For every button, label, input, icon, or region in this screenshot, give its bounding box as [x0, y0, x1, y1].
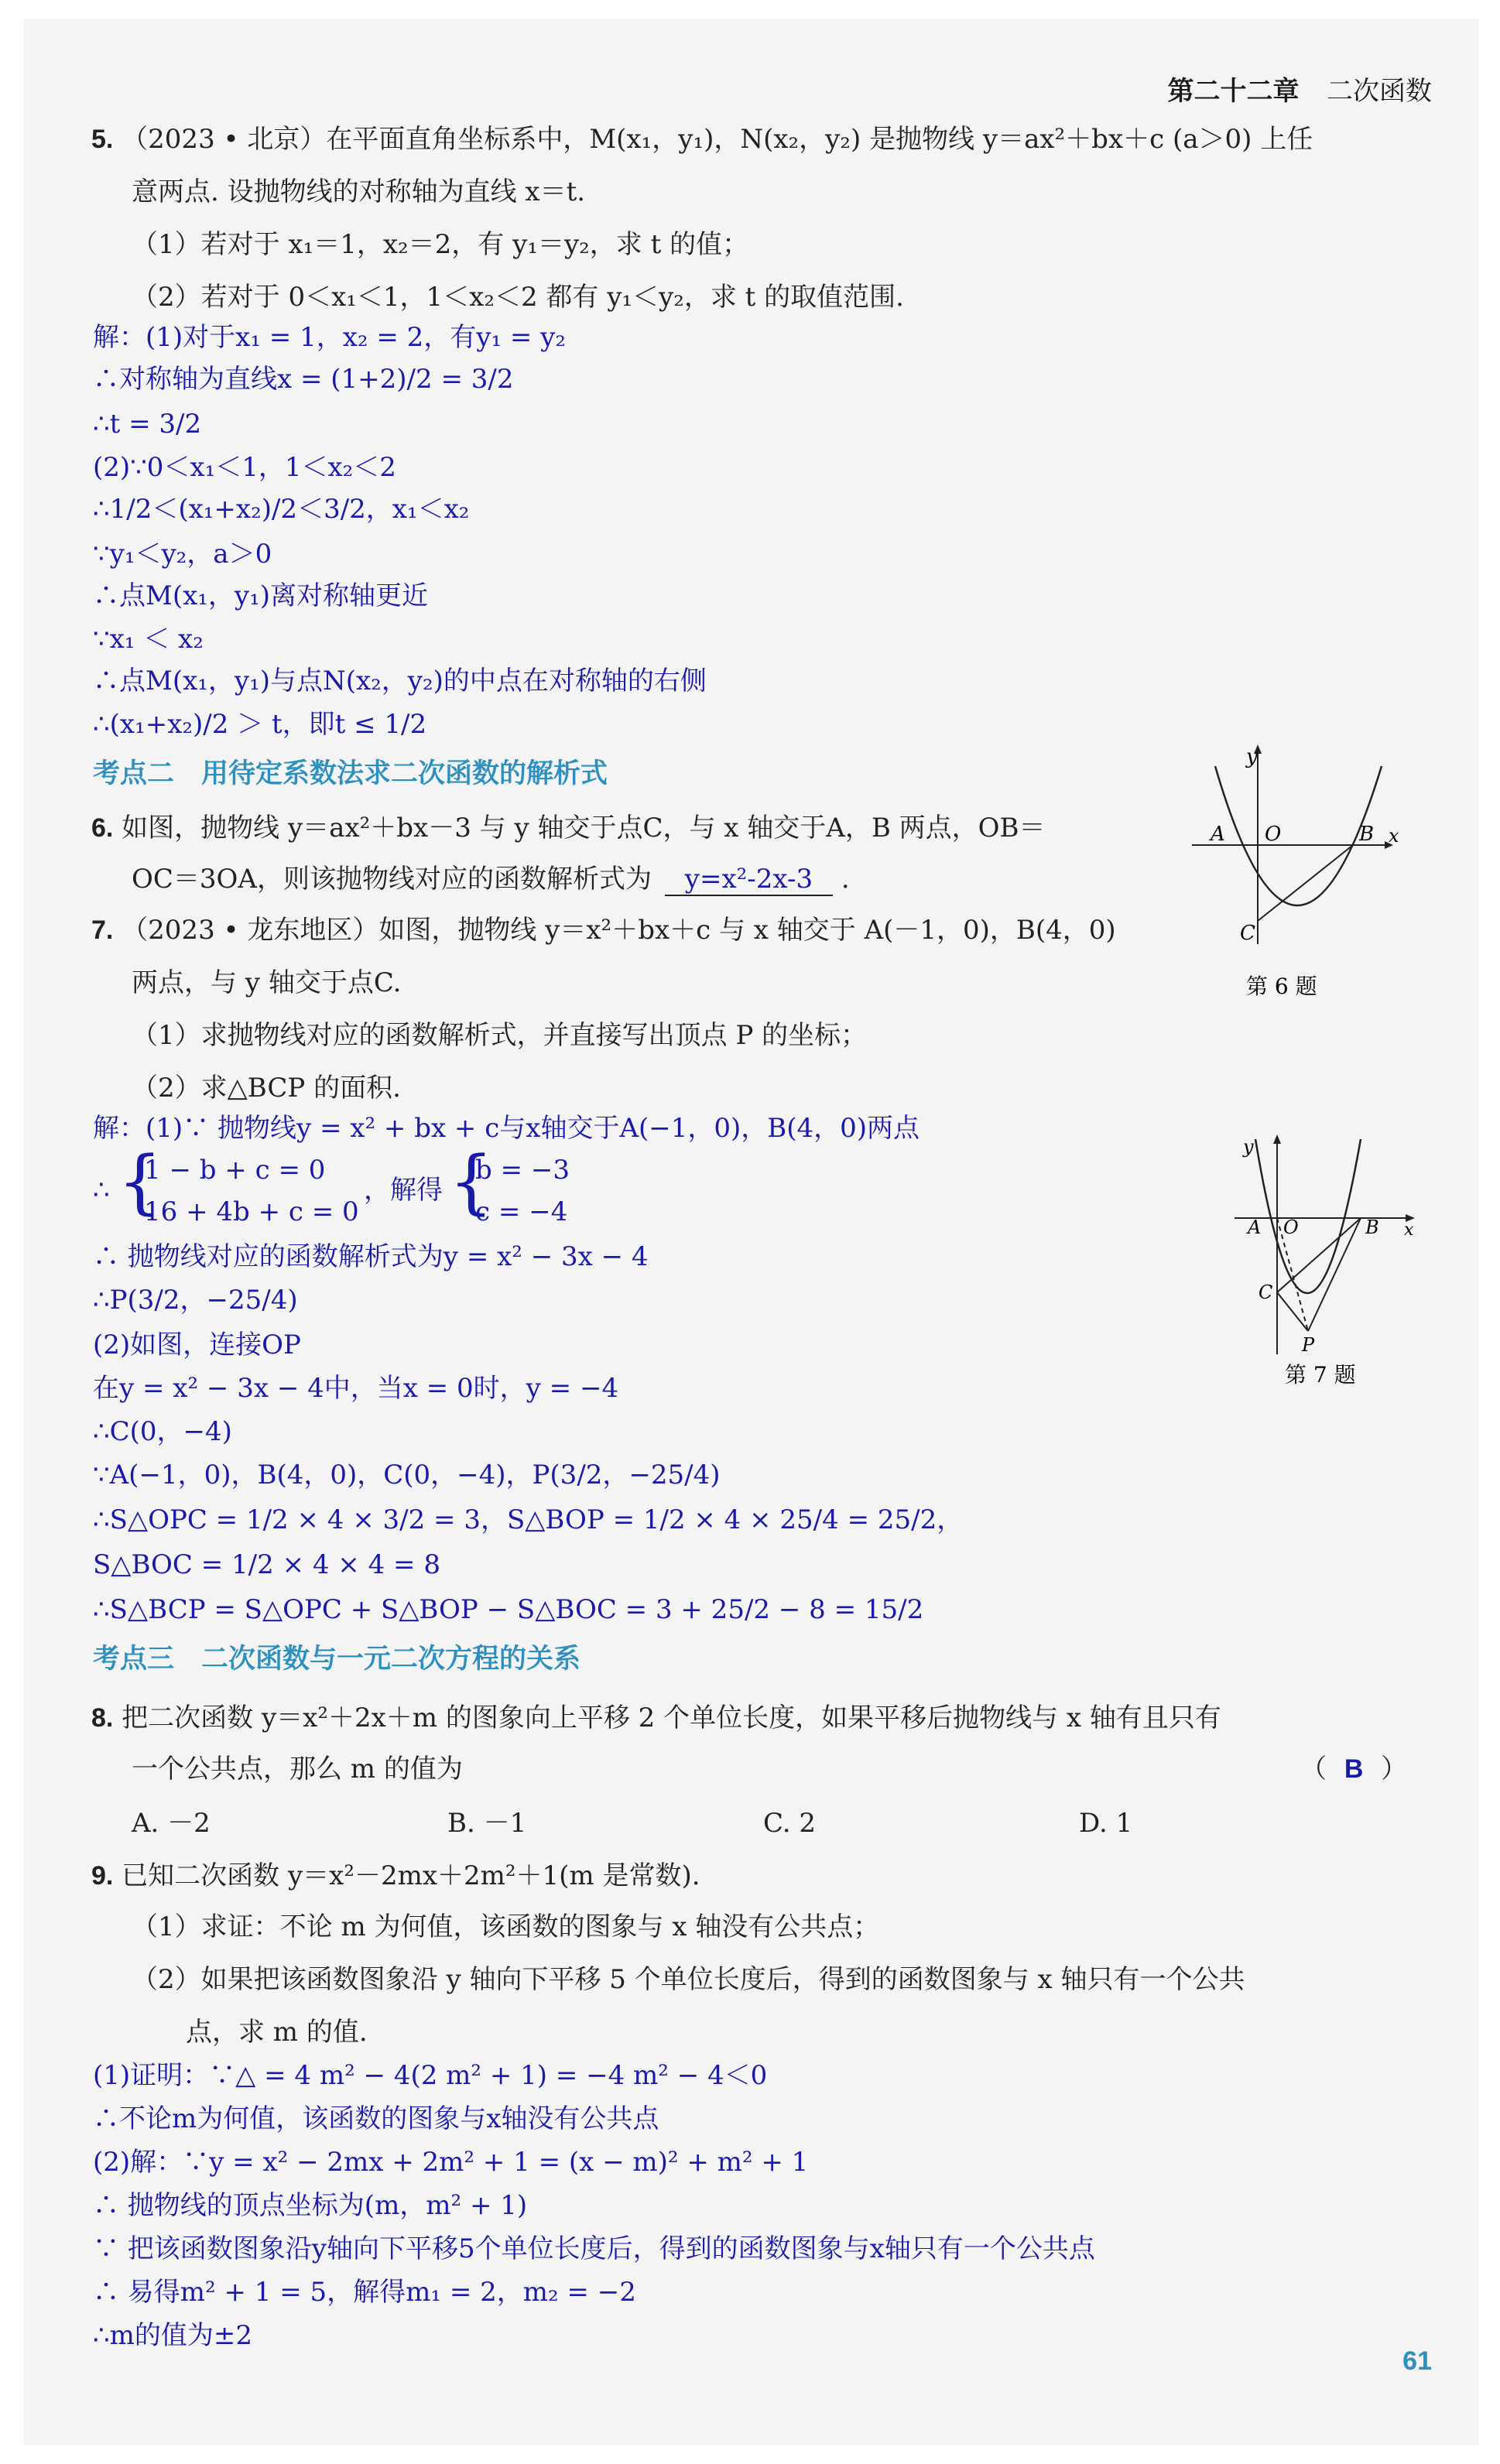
q8-option-b: B. －1 [447, 1808, 527, 1839]
q7-sol-4: b = −3 [475, 1155, 570, 1186]
q8-paren-left: （ [1300, 1754, 1327, 1785]
q6-text-2: OC＝3OA，则该抛物线对应的函数解析式为 [132, 864, 652, 895]
q5-sol-1: ∴对称轴为直线x = (1+2)/2 = 3/2 [93, 364, 514, 395]
q7-sol-9: 在y = x² − 3x − 4中，当x = 0时，y = −4 [93, 1373, 619, 1404]
q6-text-1: 如图，抛物线 y＝ax²＋bx－3 与 y 轴交于点C，与 x 轴交于A，B 两点，OB＝ [122, 813, 1046, 844]
q5-sol-5: ∵y₁＜y₂，a＞0 [93, 539, 272, 570]
fig6-caption: 第 6 题 [1246, 974, 1317, 998]
fig6-parabola [1215, 766, 1382, 905]
q5-sol-0: 解：(1)对于x₁ = 1，x₂ = 2，有y₁ = y₂ [93, 322, 567, 353]
q7-therefore-1: ∴ [93, 1175, 110, 1206]
q5-text-1: （2023 • 北京）在平面直角坐标系中，M(x₁，y₁)，N(x₂，y₂) 是抛物线 y＝ax²＋bx＋c (a＞0) 上任 [122, 124, 1313, 155]
page-number: 61 [1402, 2346, 1432, 2376]
q7-sol-10: ∴C(0，−4) [93, 1416, 232, 1447]
q7-sol-6: ∴ 抛物线对应的函数解析式为y = x² − 3x − 4 [93, 1241, 649, 1272]
q6-line1 [91, 813, 1045, 844]
q6-answer: y=x²-2x-3 [665, 864, 833, 896]
section-heading-3: 考点三 二次函数与一元二次方程的关系 [93, 1644, 581, 1675]
fig7-label-a: A [1248, 1217, 1262, 1238]
q8-number: 8. [91, 1703, 114, 1733]
chapter-title: 二次函数 [1327, 77, 1432, 106]
fig7-y-arrow [1273, 1134, 1281, 1144]
fig7-segment-bp [1308, 1218, 1361, 1331]
q5-part1: （1）若对于 x₁＝1，x₂＝2，有 y₁＝y₂，求 t 的值； [132, 229, 749, 260]
q7-sol-0: 解：(1)∵ 抛物线y = x² + bx + c与x轴交于A(−1，0)，B(4，0)两点 [93, 1113, 920, 1144]
chapter-header [1168, 70, 1432, 108]
fig7-label-y: y [1243, 1136, 1254, 1158]
q8-option-d: D. 1 [1079, 1808, 1133, 1839]
section-heading-2: 考点二 用待定系数法求二次函数的解析式 [93, 758, 608, 789]
fig7-label-b: B [1365, 1217, 1379, 1238]
q9-sol-2: (2)解：∵y = x² − 2mx + 2m² + 1 = (x − m)² + m² + 1 [93, 2147, 809, 2178]
q7-line2: 两点，与 y 轴交于点C. [132, 967, 402, 998]
q5-sol-2: ∴t = 3/2 [93, 409, 202, 440]
chapter-number: 第二十二章 [1167, 77, 1300, 106]
q7-sol-1: 1 − b + c = 0 [144, 1155, 326, 1186]
q6-line2 [132, 864, 850, 896]
q9-part1: （1）求证：不论 m 为何值，该函数的图象与 x 轴没有公共点； [132, 1911, 880, 1942]
q7-sol-14: ∴S△BCP = S△OPC + S△BOP − S△BOC = 3 + 25/2 − 8 = 15/2 [93, 1594, 924, 1625]
q8-line1 [91, 1703, 1221, 1733]
q7-brace-1: { [118, 1141, 163, 1223]
q5-sol-6: ∴点M(x₁，y₁)离对称轴更近 [93, 580, 428, 611]
q8-answer-bracket [1300, 1754, 1407, 1785]
fig6-label-o: O [1265, 823, 1282, 846]
q7-sol-13: S△BOC = 1/2 × 4 × 4 = 8 [93, 1549, 440, 1580]
q5-part2: （2）若对于 0＜x₁＜1，1＜x₂＜2 都有 y₁＜y₂，求 t 的取值范围. [132, 282, 904, 313]
q8-option-c: C. 2 [763, 1808, 817, 1839]
fig7-label-x: x [1404, 1220, 1414, 1240]
q5-sol-3: (2)∵0＜x₁＜1，1＜x₂＜2 [93, 452, 396, 483]
q8-text-1: 把二次函数 y＝x²＋2x＋m 的图象向上平移 2 个单位长度，如果平移后抛物线与 x 轴有且只有 [122, 1703, 1221, 1733]
q9-part2-b: 点，求 m 的值. [186, 2017, 368, 2048]
q9-sol-6: ∴m的值为±2 [93, 2320, 252, 2351]
q7-sol-11: ∵A(−1，0)，B(4，0)，C(0，−4)，P(3/2，−25/4) [93, 1460, 721, 1490]
q9-line1 [91, 1860, 700, 1891]
q7-number: 7. [91, 915, 114, 945]
fig7-label-o: O [1283, 1217, 1299, 1238]
q7-part1: （1）求抛物线对应的函数解析式，并直接写出顶点 P 的坐标； [132, 1020, 868, 1051]
q7-sol-5: c = −4 [475, 1196, 568, 1227]
q8-line2: 一个公共点，那么 m 的值为 [132, 1754, 463, 1785]
q5-number: 5. [91, 125, 114, 154]
q9-part2-a: （2）如果把该函数图象沿 y 轴向下平移 5 个单位长度后，得到的函数图象与 x 轴只有一个公共 [132, 1964, 1245, 1995]
q5-sol-7: ∵x₁ ＜ x₂ [93, 624, 204, 655]
fig7-label-p: P [1302, 1334, 1315, 1356]
q5-line1 [91, 124, 1313, 155]
q9-sol-4: ∵ 把该函数图象沿y轴向下平移5个单位长度后，得到的函数图象与x轴只有一个公共点 [93, 2233, 1095, 2264]
fig6-label-x: x [1389, 825, 1399, 847]
fig7-caption: 第 7 题 [1285, 1362, 1356, 1388]
q9-sol-5: ∴ 易得m² + 1 = 5，解得m₁ = 2，m₂ = −2 [93, 2277, 636, 2308]
q7-text-1: （2023 • 龙东地区）如图，抛物线 y＝x²＋bx＋c 与 x 轴交于 A(－1，0)，B(4，0) [122, 915, 1116, 946]
q7-line1 [91, 915, 1116, 946]
fig6-label-y: y [1246, 745, 1258, 768]
fig6-segment-cb [1258, 845, 1353, 921]
q7-sol-8: (2)如图，连接OP [93, 1330, 301, 1360]
q7-sol-2: 16 + 4b + c = 0 [144, 1196, 359, 1227]
q7-brace-2: { [449, 1141, 494, 1223]
fig7-label-c: C [1259, 1282, 1273, 1303]
fig6-label-b: B [1359, 823, 1375, 846]
q5-sol-4: ∴1/2＜(x₁+x₂)/2＜3/2，x₁＜x₂ [93, 494, 470, 525]
q8-option-a: A. －2 [132, 1808, 211, 1839]
fig6-label-a: A [1211, 823, 1225, 846]
q5-sol-8: ∴点M(x₁，y₁)与点N(x₂，y₂)的中点在对称轴的右侧 [93, 666, 707, 696]
q5-line2: 意两点. 设抛物线的对称轴为直线 x＝t. [132, 176, 586, 207]
q9-text-1: 已知二次函数 y＝x²－2mx＋2m²＋1(m 是常数). [122, 1860, 700, 1891]
q6-period: . [841, 864, 850, 895]
fig7-parabola [1255, 1139, 1361, 1293]
q7-sol-7: ∴P(3/2，−25/4) [93, 1285, 298, 1316]
figure-7 [1231, 1122, 1424, 1408]
q7-sol-12: ∴S△OPC = 1/2 × 4 × 3/2 = 3，S△BOP = 1/2 × 4 × 25/4 = 25/2， [93, 1504, 964, 1535]
figure-6 [1184, 735, 1401, 998]
q9-number: 9. [91, 1861, 114, 1891]
q8-paren-right: ） [1381, 1754, 1408, 1785]
q9-sol-0: (1)证明：∵△ = 4 m² − 4(2 m² + 1) = −4 m² − 4＜0 [93, 2060, 768, 2091]
q6-number: 6. [91, 813, 114, 843]
q8-answer: B [1344, 1754, 1364, 1784]
fig6-label-c: C [1240, 922, 1255, 945]
q7-part2: （2）求△BCP 的面积. [132, 1073, 401, 1104]
q9-sol-1: ∴不论m为何值，该函数的图象与x轴没有公共点 [93, 2103, 659, 2134]
q9-sol-3: ∴ 抛物线的顶点坐标为(m，m² + 1) [93, 2190, 528, 2221]
q7-sol-3: ，解得 [364, 1175, 443, 1206]
q5-sol-9: ∴(x₁+x₂)/2 ＞ t，即t ≤ 1/2 [93, 709, 427, 740]
